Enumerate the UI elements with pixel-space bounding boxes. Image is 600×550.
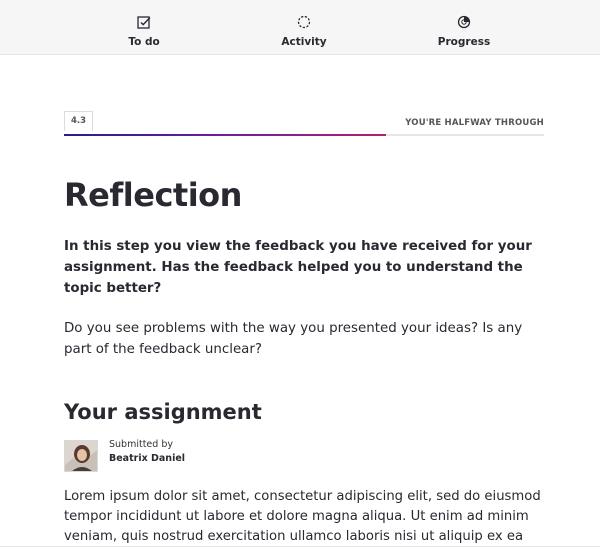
assignment-section-title: Your assignment xyxy=(64,400,262,424)
top-navigation xyxy=(0,0,600,55)
page-title: Reflection xyxy=(64,176,242,214)
nav-activity-tab[interactable] xyxy=(249,14,359,48)
author-avatar[interactable] xyxy=(64,440,98,472)
submitted-by-label: Submitted by xyxy=(109,439,173,450)
activity-icon xyxy=(296,14,312,30)
progress-status-text: YOU'RE HALFWAY THROUGH xyxy=(405,118,544,128)
progress-bar-fill xyxy=(64,134,386,136)
question-paragraph: Do you see problems with the way you presented your ideas? Is any part of the feedback unclear? xyxy=(64,321,523,357)
author-name[interactable]: Beatrix Daniel xyxy=(109,453,186,464)
nav-todo-tab[interactable] xyxy=(89,14,199,48)
checklist-icon xyxy=(136,14,152,30)
progress-bar xyxy=(64,134,544,136)
step-number-badge: 4.3 xyxy=(64,111,93,131)
progress-icon xyxy=(456,14,472,30)
nav-progress-tab[interactable] xyxy=(409,14,519,48)
divider xyxy=(0,546,600,547)
avatar-portrait-icon xyxy=(65,441,98,472)
nav-todo-label: To do xyxy=(128,36,160,48)
assignment-body-text: Lorem ipsum dolor sit amet, consectetur adipiscing elit, sed do eiusmod tempor incididunt ut labore et dolore magna aliqua. Ut enim ad minim veniam, quis nostrud exercitation ullamco laboris nisi ut aliquip ex ea xyxy=(64,489,541,544)
nav-activity-label: Activity xyxy=(281,36,327,48)
intro-paragraph: In this step you view the feedback you have received for your assignment. Has the feedback helped you to understand the topic better? xyxy=(64,239,532,296)
nav-progress-label: Progress xyxy=(437,36,491,48)
